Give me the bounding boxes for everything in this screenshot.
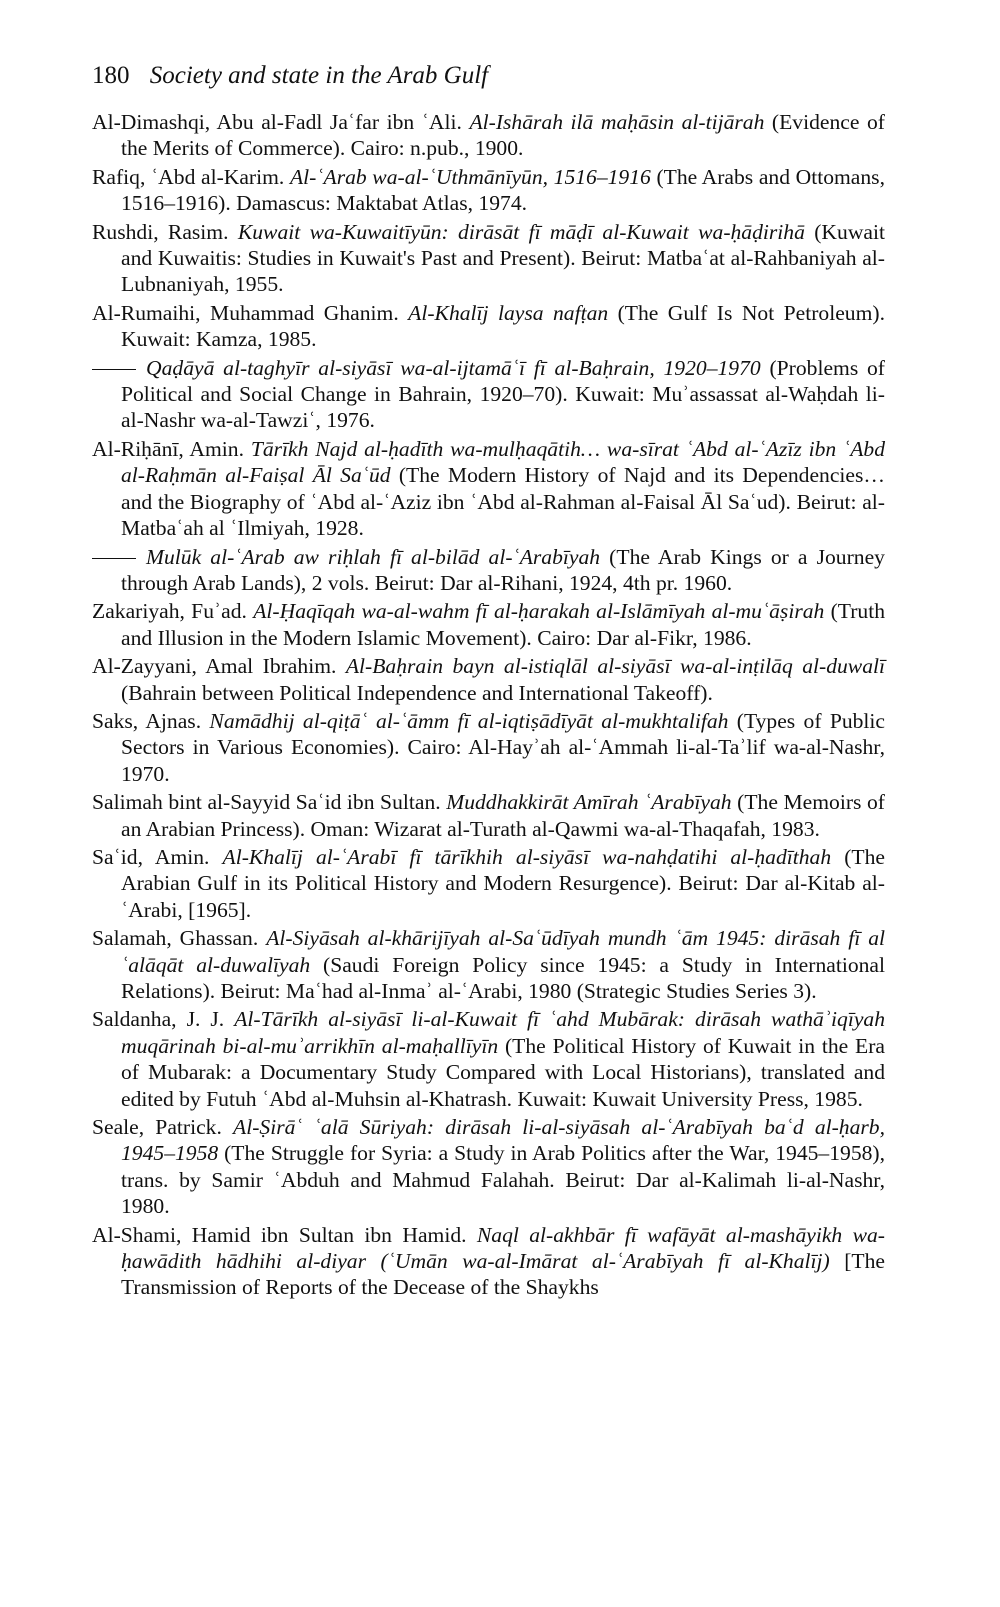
entry-details: (Kuwait and Kuwaitis: Studies in Kuwait's Past and Present). Beirut: Matbaʿat al-Rahbaniyah al-Lubnaniyah, 1955.: [121, 219, 885, 297]
bibliography-entry: [92, 925, 885, 1004]
bibliography-entry: [92, 653, 885, 706]
entry-title: Kuwait wa-Kuwaitīyūn: dirāsāt fī māḍī al-Kuwait wa-ḥāḍirihā: [237, 219, 805, 244]
entry-author: Saks, Ajnas.: [92, 708, 210, 733]
entry-title: Al-Siyāsah al-khārijīyah al-Saʿūdīyah mundh ʿām 1945: dirāsah fī al ʿalāqāt al-duwalīyah: [121, 926, 885, 977]
entry-details: (The Political History of Kuwait in the Era of Mubarak: a Documentary Study Compared with Local Historians), translated and edited by Futuh ʿAbd al-Muhsin al-Khatrash. Kuwait: Kuwait University Press, 1985.: [121, 1033, 886, 1111]
bibliography-list: [92, 109, 885, 1303]
bibliography-entry: [92, 1222, 885, 1301]
entry-title: Al-Baḥrain bayn al-istiqlāl al-siyāsī wa-al-inṭilāq al-duwalī: [345, 654, 885, 679]
entry-details: (Saudi Foreign Policy since 1945: a Study in International Relations). Beirut: Maʿhad al-Inmaʾ al-ʿArabi, 1980 (Strategic Studies Series 3).: [121, 952, 886, 1003]
entry-title: Muddhakkirāt Amīrah ʿArabīyah: [446, 790, 732, 815]
entry-title: Namādhij al-qiṭāʿ al-ʿāmm fī al-iqtiṣādīyāt al-mukhtalifah: [209, 708, 729, 733]
bibliography-entry: [92, 598, 885, 651]
entry-author: Al-Dimashqi, Abu al-Fadl Jaʿfar ibn ʿAli.: [92, 110, 470, 134]
entry-title: Al-Ḥaqīqah wa-al-wahm fī al-ḥarakah al-Islāmīyah al-muʿāṣirah: [253, 599, 825, 624]
bibliography-entry: [92, 300, 885, 353]
entry-details: (Evidence of the Merits of Commerce). Cairo: n.pub., 1900.: [121, 110, 885, 161]
bibliography-entry: [92, 544, 885, 597]
entry-details: (The Arab Kings or a Journey through Arab Lands), 2 vols. Beirut: Dar al-Rihani, 1924, 4th pr. 1960.: [121, 544, 885, 595]
bibliography-entry: [92, 1114, 885, 1220]
entry-title: Tārīkh Najd al-ḥadīth wa-mulḥaqātih… wa-sīrat ʿAbd al-ʿAzīz ibn ʿAbd al-Raḥmān al-Faiṣal Āl Saʿūd: [121, 436, 885, 488]
page-header: [92, 56, 912, 96]
bibliography-entry: [92, 164, 885, 217]
bibliography-entry: [92, 436, 885, 542]
entry-author: Saldanha, J. J.: [92, 1007, 235, 1032]
entry-author: Al-Zayyani, Amal Ibrahim.: [92, 654, 346, 679]
repeat-author-dash: [92, 369, 136, 370]
entry-details: (The Arabian Gulf in its Political History and Modern Resurgence). Beirut: Dar al-Kitab al-ʿArabi, [1965].: [121, 844, 885, 922]
entry-title: Al-Tārīkh al-siyāsī li-al-Kuwait fī ʿahd Mubārak: dirāsah wathāʾiqīyah muqārinah bi-al-muʾarrikhīn al-maḥallīyīn: [121, 1007, 885, 1058]
entry-author: Saʿid, Amin.: [92, 844, 223, 869]
bibliography-entry: [92, 789, 885, 842]
entry-author: Zakariyah, Fuʾad.: [92, 599, 254, 624]
entry-title: Naql al-akhbār fī wafāyāt al-mashāyikh wa-ḥawādith hādhihi al-diyar (ʿUmān wa-al-Imārat al-ʿArabīyah fī al-Khalīj): [121, 1222, 885, 1274]
entry-author: Al-Riḥānī, Amin.: [92, 436, 251, 461]
entry-title: Al-Ishārah ilā maḥāsin al-tijārah: [469, 110, 765, 134]
bibliography-entry: [92, 844, 885, 923]
entry-author: Salamah, Ghassan.: [92, 926, 267, 951]
entry-author: Al-Shami, Hamid ibn Sultan ibn Hamid.: [92, 1222, 477, 1247]
entry-details: (Truth and Illusion in the Modern Islamic Movement). Cairo: Dar al-Fikr, 1986.: [121, 599, 886, 650]
entry-details: [The Transmission of Reports of the Decease of the Shaykhs: [121, 1249, 885, 1300]
entry-author: Seale, Patrick.: [92, 1115, 234, 1140]
entry-details: (Bahrain between Political Independence and International Takeoff).: [121, 680, 713, 705]
bibliography-entry: [92, 219, 885, 298]
entry-author: Rushdi, Rasim.: [92, 219, 238, 244]
bibliography-entry: [92, 1006, 885, 1112]
entry-details: (The Modern History of Najd and its Dependencies… and the Biography of ʿAbd al-ʿAziz ibn ʿAbd al-Rahman al-Faisal Āl Saʿud). Beirut: al-Matbaʿah al ʿIlmiyah, 1928.: [121, 463, 885, 541]
entry-title: Al-Khalīj laysa nafṭan: [408, 300, 609, 325]
bibliography-entry: [92, 109, 885, 162]
entry-title: Qaḍāyā al-taghyīr al-siyāsī wa-al-ijtamāʿī fī al-Baḥrain, 1920–1970: [146, 355, 761, 380]
bibliography-entry: [92, 355, 885, 434]
entry-title: Al-Ṣirāʿ ʿalā Sūriyah: dirāsah li-al-siyāsah al-ʿArabīyah baʿd al-ḥarb, 1945–1958: [121, 1115, 885, 1166]
repeat-author-dash: [92, 558, 136, 559]
entry-details: (Problems of Political and Social Change in Bahrain, 1920–70). Kuwait: Muʾassassat al-Waḥdah li-al-Nashr wa-al-Tawziʿ, 1976.: [121, 355, 886, 433]
page-number: 180: [92, 62, 130, 89]
entry-author: Al-Rumaihi, Muhammad Ghanim.: [92, 300, 409, 325]
bibliography-entry: [92, 708, 885, 787]
running-title: Society and state in the Arab Gulf: [149, 62, 489, 89]
entry-details: (The Gulf Is Not Petroleum). Kuwait: Kamza, 1985.: [121, 300, 885, 352]
entry-details: (Types of Public Sectors in Various Economies). Cairo: Al-Hayʾah al-ʿAmmah li-al-Taʾlif wa-al-Nashr, 1970.: [121, 708, 886, 786]
entry-title: Al-ʿArab wa-al-ʿUthmānīyūn, 1516–1916: [289, 164, 651, 189]
entry-details: (The Arabs and Ottomans, 1516–1916). Damascus: Maktabat Atlas, 1974.: [121, 164, 885, 216]
entry-title: Mulūk al-ʿArab aw riḥlah fī al-bilād al-ʿArabīyah: [146, 544, 601, 569]
entry-title: Al-Khalīj al-ʿArabī fī tārīkhih al-siyāsī wa-nahḍatihi al-ḥadīthah: [222, 844, 832, 869]
entry-author: Rafiq, ʿAbd al-Karim.: [92, 164, 290, 189]
entry-author: Salimah bint al-Sayyid Saʿid ibn Sultan.: [92, 790, 447, 815]
entry-details: (The Struggle for Syria: a Study in Arab Politics after the War, 1945–1958), trans. by Samir ʿAbduh and Mahmud Falahah. Beirut: Dar al-Kalimah li-al-Nashr, 1980.: [121, 1141, 885, 1219]
entry-details: (The Memoirs of an Arabian Princess). Oman: Wizarat al-Turath al-Qawmi wa-al-Thaqafah, 1983.: [121, 790, 885, 841]
